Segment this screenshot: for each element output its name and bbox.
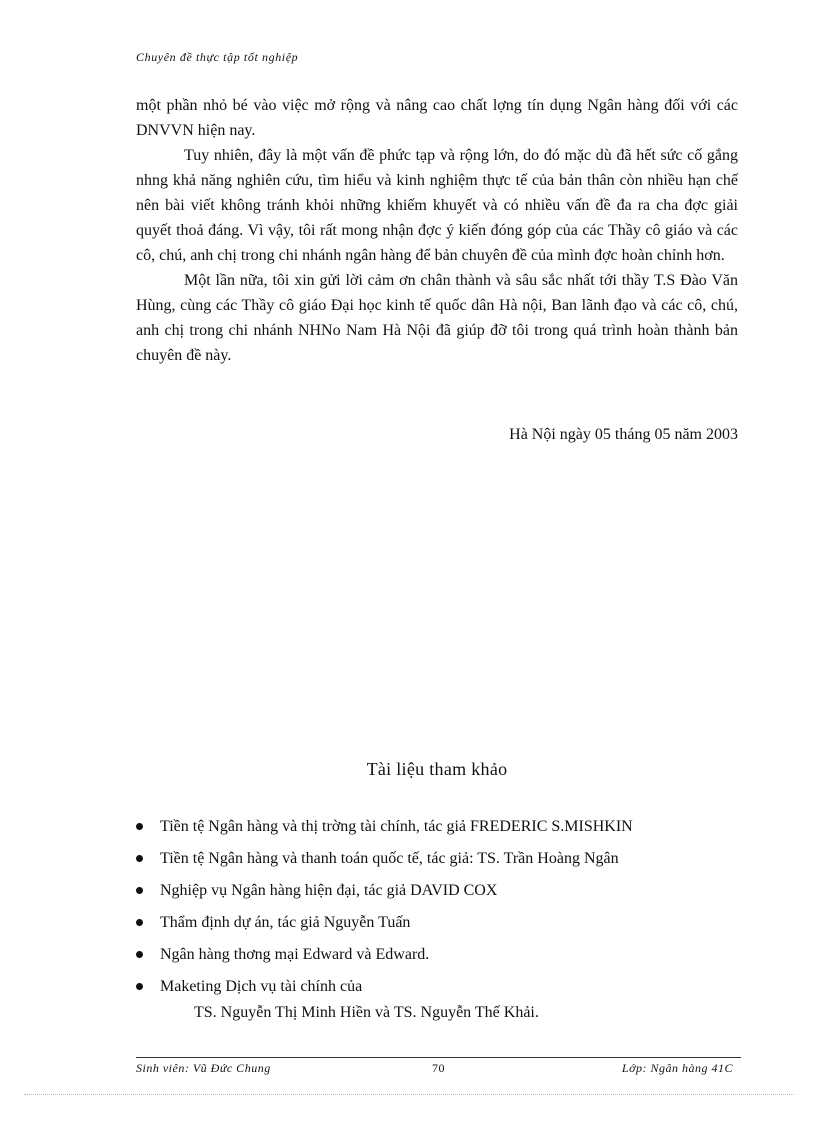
bullet-icon [136, 983, 143, 990]
reference-text-continuation: TS. Nguyễn Thị Minh Hiền và TS. Nguyễn Thế Khải. [194, 1004, 539, 1021]
references-title: Tài liệu tham khảo [366, 759, 508, 779]
reference-text: Nghiệp vụ Ngân hàng hiện đại, tác giả DAVID COX [160, 882, 498, 899]
reference-text: Maketing Dịch vụ tài chính của [160, 978, 363, 995]
running-footer [136, 1061, 741, 1081]
footer-class: Lớp: Ngân hàng 41C [621, 1061, 733, 1075]
bullet-icon [136, 855, 143, 862]
reference-text: Thẩm định dự án, tác giả Nguyễn Tuấn [160, 914, 411, 931]
reference-text: Tiền tệ Ngân hàng và thanh toán quốc tế, tác giả: TS. Trần Hoàng Ngân [160, 850, 619, 867]
reference-item [136, 976, 746, 1034]
reference-text: Ngân hàng thơng mại Edward và Edward. [160, 946, 430, 963]
running-header: Chuyên đề thực tập tốt nghiệp [136, 50, 299, 64]
body-text [136, 93, 738, 368]
bullet-icon [136, 919, 143, 926]
reference-item [136, 816, 746, 848]
bullet-icon [136, 951, 143, 958]
date-line: Hà Nội ngày 05 tháng 05 năm 2003 [509, 426, 738, 443]
reference-item [136, 912, 746, 944]
reference-item [136, 880, 746, 912]
page-number: 70 [432, 1061, 445, 1075]
reference-text: Tiền tệ Ngân hàng và thị trờng tài chính, tác giả FREDERIC S.MISHKIN [160, 818, 633, 835]
reference-item [136, 944, 746, 976]
bullet-icon [136, 887, 143, 894]
footer-student: Sinh viên: Vũ Đức Chung [136, 1061, 271, 1075]
bullet-icon [136, 823, 143, 830]
paragraph-2: Tuy nhiên, đây là một vấn đề phức tạp và rộng lớn, do đó mặc dù đã hết sức cố gắng nhng khả năng nghiên cứu, tìm hiểu và kinh nghiệm thực tế của bản thân còn nhiều hạn chế nên bài viết không tránh khỏi những khiếm khuyết và có nhiều vấn đề đa ra cha đợc giải quyết thoả đáng. Vì vậy, tôi rất mong nhận đợc ý kiến đóng góp của các Thầy cô giáo và các cô, chú, anh chị trong chi nhánh ngân hàng để bản chuyên đề của mình đợc hoàn chỉnh hơn. [136, 147, 738, 264]
footer-divider [136, 1057, 741, 1058]
paragraph-1: một phần nhỏ bé vào việc mở rộng và nâng cao chất lợng tín dụng Ngân hàng đối với các DNVVN hiện nay. [136, 97, 738, 139]
paragraph-3: Một lần nữa, tôi xin gửi lời cảm ơn chân thành và sâu sắc nhất tới thầy T.S Đào Văn Hùng, cùng các Thầy cô giáo Đại học kinh tế quốc dân Hà nội, Ban lãnh đạo và các cô, chú, anh chị trong chi nhánh NHNo Nam Hà Nội đã giúp đỡ tôi trong quá trình hoàn thành bản chuyên đề này. [136, 272, 738, 364]
reference-item [136, 848, 746, 880]
references-list [136, 816, 746, 1034]
page-edge-divider [24, 1094, 794, 1095]
